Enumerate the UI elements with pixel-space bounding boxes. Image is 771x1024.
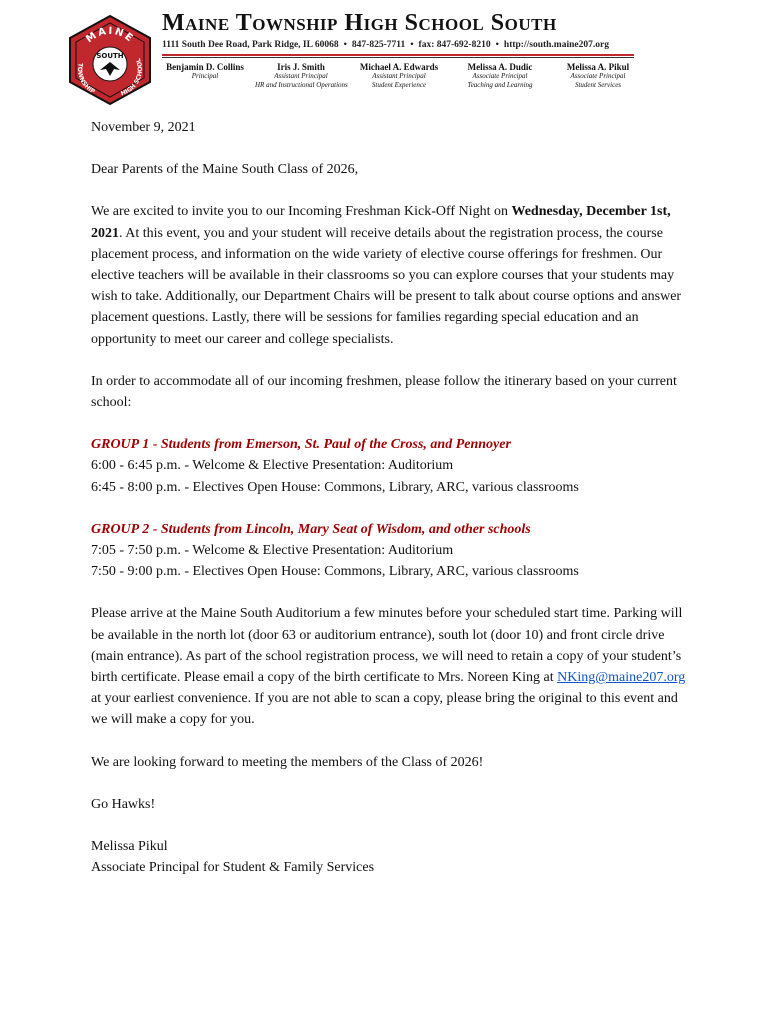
admin-name: Melissa A. Pikul (566, 62, 630, 72)
phone: 847-825-7711 (351, 40, 406, 50)
group-1-item: 6:00 - 6:45 p.m. - Welcome & Elective Presentation: Auditorium (91, 458, 454, 474)
paragraph-itinerary: In order to accommodate all of our incoming freshmen, please follow the itinerary based on your current school: (91, 373, 677, 411)
letter-body (91, 117, 691, 878)
paragraph-arrival (91, 603, 691, 730)
admin-name: Melissa A. Dudic (467, 62, 533, 72)
header-rule-dark (162, 57, 634, 58)
school-name: Maine Township High School South (162, 10, 557, 36)
group-2-item: 7:50 - 9:00 p.m. - Electives Open House: Commons, Library, ARC, various classrooms (91, 564, 579, 580)
signer-name: Melissa Pikul (91, 839, 168, 855)
svg-text:SOUTH: SOUTH (96, 52, 124, 60)
admin-pikul (556, 62, 640, 90)
contact-line: 1111 South Dee Road, Park Ridge, IL 60068 • 847-825-7711 • fax: 847-692-8210 • http://south.maine207.org (162, 40, 609, 50)
invitation-text: We are excited to invite you to our Incoming Freshman Kick-Off Night on (91, 204, 512, 220)
admin-name: Iris J. Smith (277, 62, 325, 72)
svg-text:MAINE: MAINE (84, 25, 136, 46)
admin-name: Benjamin D. Collins (166, 62, 244, 72)
admin-role: Principal (191, 72, 219, 80)
admin-role-detail: Student Experience (371, 81, 427, 89)
admin-role-detail: Teaching and Learning (467, 81, 533, 89)
address: 1111 South Dee Road, Park Ridge, IL 60068 (162, 40, 339, 50)
admin-role-detail: Student Services (574, 81, 622, 89)
event-date: Wednesday, December 1st, 2021 (91, 204, 671, 241)
invitation-details: . At this event, you and your student will receive details about the registration process, the course placement process, and information on the wide variety of elective course offerings for freshmen. Our elective teachers will be available in their classrooms so you can explore courses that your students may wish to take. Additionally, our Department Chairs will be present to talk about course options and answer placement questions. Lastly, there will be sessions for families regarding special education and an opportunity to meet our career and college specialists. (91, 225, 682, 347)
admin-role: Assistant Principal (372, 72, 426, 80)
svg-text:HIGH SCHOOL: HIGH SCHOOL (119, 57, 144, 98)
admin-role: Associate Principal (472, 72, 528, 80)
header-rule-red (162, 54, 634, 56)
group-2-item: 7:05 - 7:50 p.m. - Welcome & Elective Presentation: Auditorium (91, 543, 454, 559)
admin-name: Michael A. Edwards (359, 62, 439, 72)
admin-role-detail: HR and Instructional Operations (255, 81, 348, 89)
website: http://south.maine207.org (503, 40, 609, 50)
email-link[interactable]: NKing@maine207.org (557, 670, 686, 686)
svg-text:TOWNSHIP: TOWNSHIP (75, 62, 96, 96)
admin-edwards (356, 62, 442, 90)
salutation: Dear Parents of the Maine South Class of 2026, (91, 162, 359, 178)
group-1-title: GROUP 1 - Students from Emerson, St. Paul of the Cross, and Pennoyer (91, 437, 511, 453)
paragraph-invitation (91, 201, 691, 349)
group-2-title: GROUP 2 - Students from Lincoln, Mary Seat of Wisdom, and other schools (91, 521, 531, 537)
letter-date: November 9, 2021 (91, 120, 196, 135)
group-1-item: 6:45 - 8:00 p.m. - Electives Open House: Commons, Library, ARC, various classrooms (91, 479, 579, 495)
arrival-text-end: at your earliest convenience. If you are not able to scan a copy, please bring the original to this event and we will make a copy for you. (91, 691, 678, 728)
admin-smith (255, 62, 347, 90)
school-logo (64, 14, 156, 106)
signer-title: Associate Principal for Student & Family Services (91, 860, 375, 876)
closing: Go Hawks! (91, 796, 156, 812)
arrival-text: Please arrive at the Maine South Auditorium a few minutes before your scheduled start time. Parking will be available in the north lot (door 63 or auditorium entrance), south lot (door 10) and front circle drive (main entrance). As part of the school registration process, we will need to retain a copy of your student’s birth certificate. Please email a copy of the birth certificate to Mrs. Noreen King at (91, 606, 683, 686)
admin-role: Assistant Principal (274, 72, 328, 80)
admin-role: Associate Principal (570, 72, 626, 80)
paragraph-closing: We are looking forward to meeting the members of the Class of 2026! (91, 754, 484, 770)
admin-dudic (458, 62, 542, 90)
fax: fax: 847-692-8210 (418, 40, 491, 50)
admin-collins (163, 62, 247, 81)
